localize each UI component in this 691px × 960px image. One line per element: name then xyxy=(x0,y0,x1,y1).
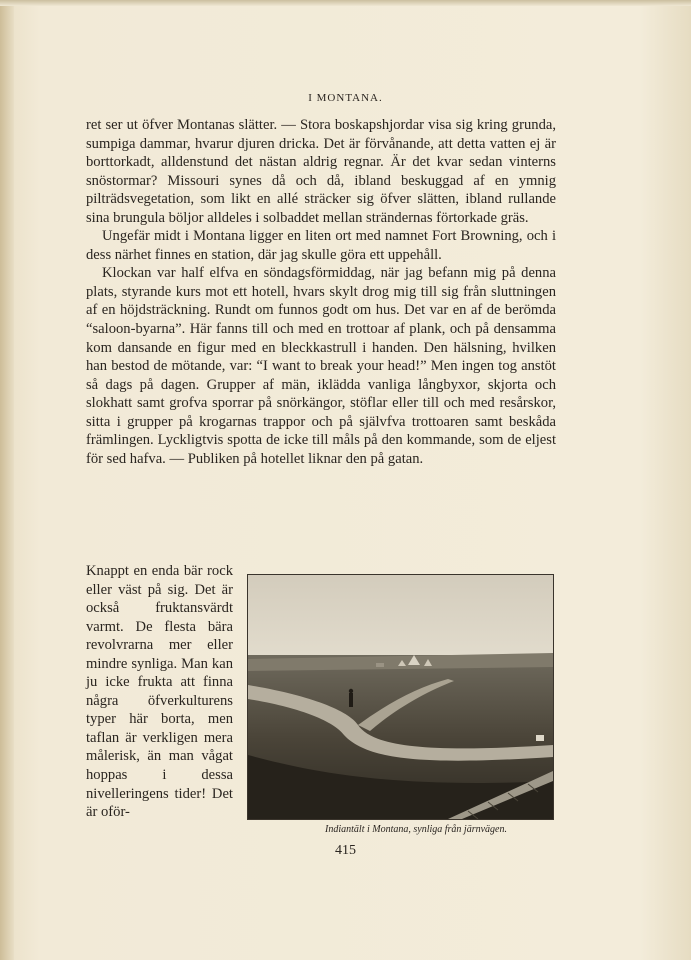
sky xyxy=(248,575,553,659)
paragraph-1: ret ser ut öfver Montanas slätter. — Stora boskapshjordar visa sig kring grunda, sumpiga dammar, hvarur djuren dricka. Det är förvånande, att detta vatten ej är borttorkadt, alldenstund det nästan aldrig regnar. Är det kvar sedan vinterns snöstormar? Missouri synes då och då, ibland beskuggad af en ymnig pilträdsvegetation, som likt en allé sträcker sig öfver slätten, ibland rullande sina brungula böljor alldeles i solbaddet mellan strändernas förtorkade gräs. xyxy=(86,117,556,226)
figure-caption: Indiantält i Montana, synliga från järnvägen. xyxy=(325,824,507,835)
paragraph-3: Klockan var half elfva en söndagsförmiddag, när jag befann mig på denna plats, styrande kurs mot ett hotell, hvars skylt drog mig till sig från sluttningen af en höjdsträckning. Rundt om funnos godt om hus. Det var en af de berömda “saloon-byarna”. Här fanns till och med en trottoar af plank, och på densamma kom dansande en figur med en bleckkastrull i handen. Den hälsning, hvilken han bestod de mötande, var: “I want to break your head!” Men ingen tog anstöt så dags på dagen. Grupper af män, iklädda vanliga långbyxor, skjorta och slokhatt samt grofva sporrar på snörkängor, stöflar eller till och med resårskor, sitta i grupper på krogarnas trappor och på självfva trottoaren samt beskåda främlingen. Lyckligtvis spotta de icke till måls på den kommande, som de eljest för sed hafva. — Publiken på hotellet liknar den på gatan. xyxy=(86,265,556,467)
page-binding-edge xyxy=(0,0,14,960)
running-head: I MONTANA. xyxy=(308,92,383,104)
photograph xyxy=(247,574,554,820)
distant-structure xyxy=(376,663,384,667)
page-number: 415 xyxy=(335,843,356,858)
main-text xyxy=(86,116,556,468)
text-and-figure xyxy=(86,562,556,852)
standing-figure xyxy=(349,693,353,707)
paragraph-2: Ungefär midt i Montana ligger en liten ort med namnet Fort Browning, och i dess närhet finnes en station, där jag skulle göra ett uppehåll. xyxy=(86,228,556,263)
figure-head xyxy=(349,689,353,693)
side-column-text: Knappt en enda bär rock eller väst på sig. Det är också fruktansvärdt varmt. De flesta bära revolvrarna mer eller mindre synliga. Man kan ju icke frukta att finna några öfverkulturens typer här borta, men taflan är verkligen mera målerisk, än man vågat hoppas i dessa nivelleringens tider! Det är oför- xyxy=(86,563,233,821)
page-top-edge xyxy=(0,0,691,6)
white-post xyxy=(536,735,544,741)
prairie-photo xyxy=(248,575,553,819)
